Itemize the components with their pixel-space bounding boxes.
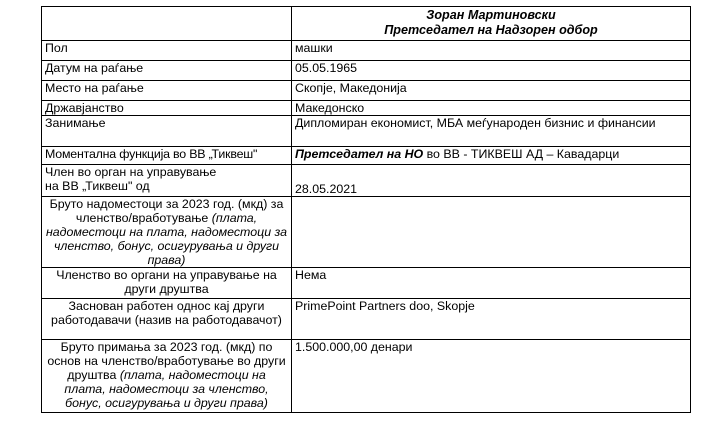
table-row xyxy=(42,147,691,165)
table-row xyxy=(42,116,691,147)
gross-comp-label-italic: (плата, надоместоци на плата, надоместоци за членство, бонус, осигурувања и други права) xyxy=(45,211,288,267)
birth-date-value: 05.05.1965 xyxy=(292,61,691,81)
citizenship-label: Државјанство xyxy=(42,101,292,116)
function-value-rest: во ВВ - ТИКВЕШ АД – Кавадарци xyxy=(423,147,620,161)
biography-table xyxy=(41,6,691,413)
gross-comp-label-plain: Бруто надоместоци за 2023 год. (мкд) за членство/вработување xyxy=(49,197,284,225)
function-value xyxy=(292,147,691,165)
occupation-value: Дипломиран економист, МБА меѓународен бизнис и финансии xyxy=(292,116,691,147)
citizenship-value: Македонско xyxy=(292,101,691,116)
table-row xyxy=(42,81,691,101)
gross-comp-label xyxy=(42,197,292,268)
function-label: Моментална функција во ВВ „Тиквеш" xyxy=(42,147,292,165)
other-boards-label: Членство во органи на управување на други друштва xyxy=(42,268,292,299)
table-row xyxy=(42,268,691,299)
member-since-value: 28.05.2021 xyxy=(292,165,691,197)
other-employment-label: Засновaн работен однос кај други работодавачи (назив на работодавачот) xyxy=(42,299,292,340)
birth-place-value: Скопје, Македонија xyxy=(292,81,691,101)
table-row xyxy=(42,299,691,340)
header-empty-cell xyxy=(42,7,292,41)
other-boards-value: Нема xyxy=(292,268,691,299)
function-value-bold: Претседател на НО xyxy=(295,147,424,161)
table-row xyxy=(42,165,691,197)
birth-place-label: Место на раѓање xyxy=(42,81,292,101)
header-cell xyxy=(292,7,691,41)
table-row xyxy=(42,41,691,61)
header-row xyxy=(42,7,691,41)
gross-other-label-italic: (плата, надоместоци на плата, надоместоци за членство, бонус, осигурувања и други права) xyxy=(64,368,269,410)
table-row xyxy=(42,340,691,413)
gender-label: Пол xyxy=(42,41,292,61)
gross-other-value: 1.500.000,00 денари xyxy=(292,340,691,413)
gross-other-label-plain: Бруто примања за 2023 год. (мкд) по основ на членство/вработување во други друштва xyxy=(47,340,286,382)
gross-comp-value xyxy=(292,197,691,268)
table-row xyxy=(42,101,691,116)
person-title: Претседател на Надзорен одбор xyxy=(384,23,598,37)
gross-other-label xyxy=(42,340,292,413)
person-name: Зоран Мартиновски xyxy=(426,8,556,22)
member-since-label xyxy=(42,165,292,197)
member-since-label-line1: Член во орган на управување xyxy=(45,165,217,179)
member-since-label-line2: на ВВ „Тиквеш" од xyxy=(45,179,150,193)
table-row xyxy=(42,61,691,81)
other-employment-value: PrimePoint Partners doo, Skopje xyxy=(292,299,691,340)
gender-value: машки xyxy=(292,41,691,61)
table-row xyxy=(42,197,691,268)
birth-date-label: Датум на раѓање xyxy=(42,61,292,81)
occupation-label: Занимање xyxy=(42,116,292,147)
